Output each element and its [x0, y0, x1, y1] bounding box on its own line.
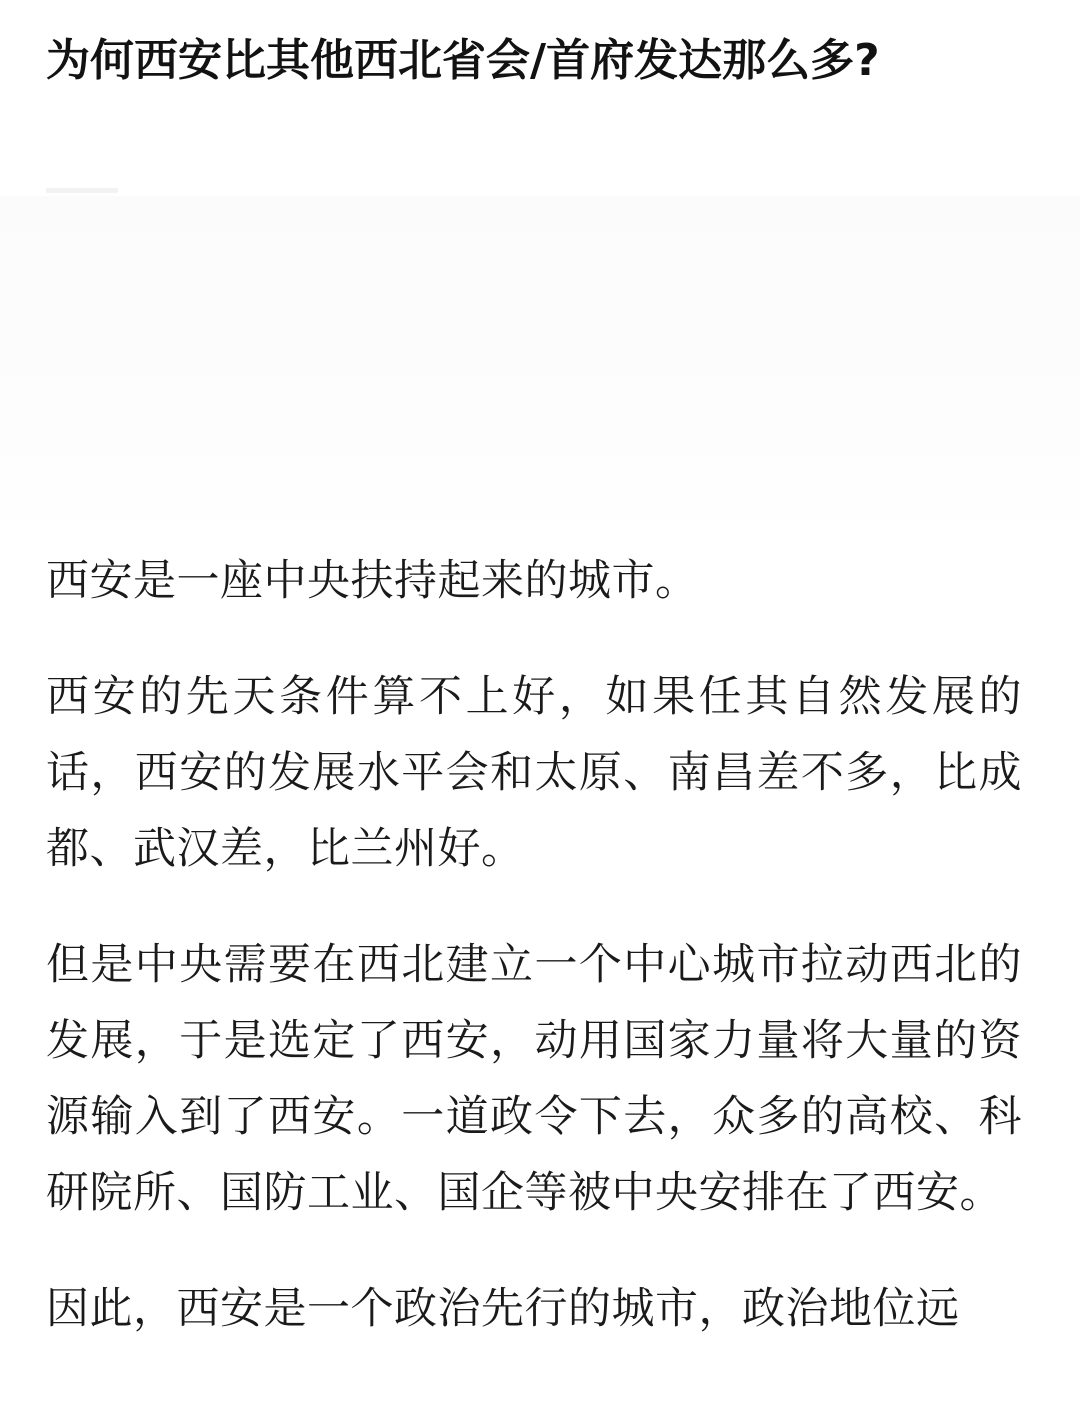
answer-paragraph-1: 西安是一座中央扶持起来的城市。 — [46, 556, 699, 606]
answer-paragraph-4: 因此，西安是一个政治先行的城市，政治地位远 — [46, 1284, 960, 1334]
header-divider — [46, 188, 118, 193]
content-image-placeholder — [0, 196, 1080, 540]
answer-paragraph-3: 但是中央需要在西北建立一个中心城市拉动西北的发展，于是选定了西安，动用国家力量将大量的资源输入到了西安。一道政令下去，众多的高校、科研院所、国防工业、国企等被中央安排在了西安。 — [46, 940, 1022, 1218]
question-title: 为何西安比其他西北省会/首府发达那么多? — [46, 35, 880, 86]
answer-paragraph-2: 西安的先天条件算不上好，如果任其自然发展的话，西安的发展水平会和太原、南昌差不多，比成都、武汉差，比兰州好。 — [46, 672, 1022, 874]
answer-body — [46, 543, 1022, 1401]
